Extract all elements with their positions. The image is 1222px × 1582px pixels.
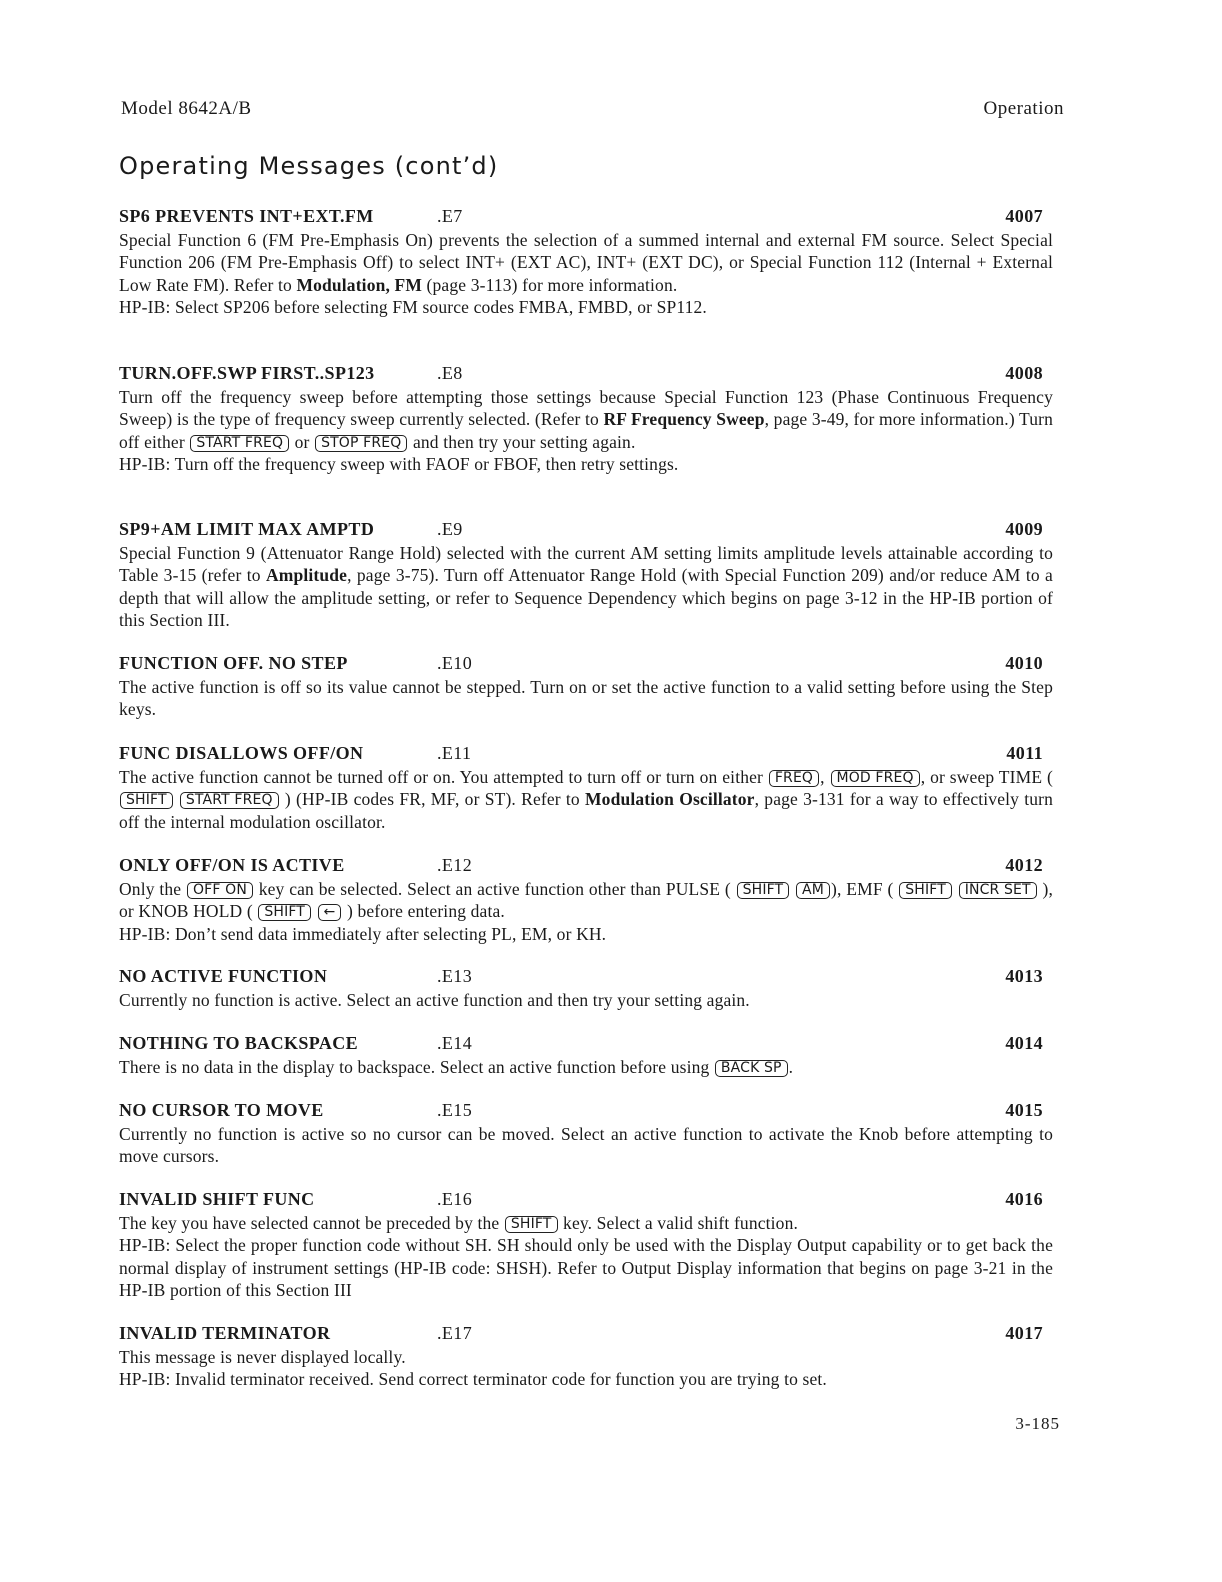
message-code: .E9 [437, 519, 463, 539]
front-panel-key-label: AM [796, 882, 830, 899]
text-run: ), or KNOB HOLD ( [119, 879, 1054, 922]
text-run: key can be selected. Select an active function other than PULSE ( [253, 879, 736, 899]
message-entry-e9 [119, 519, 1053, 632]
text-run: The active function cannot be turned off or on. You attempted to turn off or turn on either [119, 767, 768, 787]
front-panel-key-label: SHIFT [258, 904, 311, 921]
message-entry-e15 [119, 1100, 1053, 1168]
header-section: Operation [983, 98, 1064, 119]
message-entry-e11 [119, 743, 1053, 833]
message-code: .E8 [437, 363, 463, 383]
message-heading [119, 1323, 1053, 1346]
text-run [312, 901, 317, 921]
text-run: There is no data in the display to backspace. Select an active function before using [119, 1057, 714, 1077]
text-run: ), EMF ( [831, 879, 899, 899]
bold-reference: Amplitude [265, 565, 348, 586]
text-run [174, 789, 179, 809]
message-name: INVALID TERMINATOR [119, 1323, 331, 1343]
message-code: .E12 [437, 855, 473, 875]
message-name: NO CURSOR TO MOVE [119, 1100, 324, 1120]
message-description [119, 878, 1053, 923]
text-run: This message is never displayed locally. [119, 1347, 406, 1367]
message-description [119, 296, 1053, 318]
message-code: .E13 [437, 966, 473, 986]
text-run: The key you have selected cannot be preceded by the [119, 1213, 504, 1233]
text-run: , [820, 767, 830, 787]
message-number: 4007 [1005, 206, 1043, 226]
message-number: 4014 [1005, 1033, 1043, 1053]
message-description [119, 923, 1053, 945]
text-run: key. Select a valid shift function. [558, 1213, 798, 1233]
front-panel-key-label: START FREQ [190, 435, 289, 452]
text-run [953, 879, 958, 899]
text-run: Currently no function is active. Select an active function and then try your setting again. [119, 990, 750, 1010]
message-code: .E14 [437, 1033, 473, 1053]
message-heading [119, 653, 1053, 676]
message-code: .E7 [437, 206, 463, 226]
text-run: HP-IB: Invalid terminator received. Send correct terminator code for function you are trying to set. [119, 1369, 827, 1390]
front-panel-key-label: ← [318, 904, 342, 921]
text-run: , or sweep TIME ( [920, 767, 1054, 787]
message-description [119, 1368, 1053, 1390]
text-run: HP-IB: Don’t send data immediately after selecting PL, EM, or KH. [119, 923, 607, 944]
message-name: NO ACTIVE FUNCTION [119, 966, 328, 986]
message-entry-e17 [119, 1323, 1053, 1391]
front-panel-key-label: FREQ [769, 770, 819, 787]
message-description [119, 229, 1053, 296]
message-name: FUNC DISALLOWS OFF/ON [119, 743, 364, 763]
message-name: SP6 PREVENTS INT+EXT.FM [119, 206, 374, 226]
message-number: 4013 [1005, 966, 1043, 986]
message-description [119, 1346, 1053, 1368]
text-run: ) (HP-IB codes FR, MF, or ST). Refer to [279, 789, 586, 810]
front-panel-key-label: SHIFT [737, 882, 790, 899]
message-description [119, 766, 1053, 833]
message-entry-e14 [119, 1033, 1053, 1078]
text-run: Special Function 9 (Attenuator Range Hold) selected with the current AM setting limits amplitude levels attainable according to Table 3-15 (refer to [119, 543, 1053, 586]
message-number: 4011 [1006, 743, 1043, 763]
front-panel-key-label: SHIFT [899, 882, 952, 899]
message-name: FUNCTION OFF. NO STEP [119, 653, 348, 673]
message-entry-e8 [119, 363, 1053, 476]
page-title: Operating Messages (cont’d) [119, 152, 499, 180]
message-heading [119, 855, 1053, 878]
text-run: Turn off the frequency sweep before attempting those settings because Special Function 123 (Phase Continuous Frequency Sweep) is the type of frequency sweep currently selected. (Refer to [119, 387, 1053, 430]
text-run: , page 3-75). Turn off Attenuator Range Hold (with Special Function 209) and/or reduce AM to a depth that will allow the amplitude setting, or refer to Sequence Dependency which begins on page 3-12 in the HP-IB portion of this Section III. [119, 565, 1053, 631]
text-run: HP-IB: Select the proper function code without SH. SH should only be used with the Display Output capability or to get back the normal display of instrument settings (HP-IB code: SHSH). Refer to Output Display information that begins on page 3-21 in the HP-IB portion of this Section III [119, 1235, 1053, 1301]
message-description [119, 1212, 1053, 1234]
page-number: 3-185 [1015, 1414, 1060, 1433]
message-entry-e13 [119, 966, 1053, 1011]
message-description [119, 989, 1053, 1011]
front-panel-key-label: MOD FREQ [831, 770, 920, 787]
message-heading [119, 519, 1053, 542]
text-run: , page 3-49, for more information.) Turn off either [119, 409, 1054, 452]
message-heading [119, 363, 1053, 386]
header-model: Model 8642A/B [121, 98, 252, 119]
text-run: HP-IB: Turn off the frequency sweep with FAOF or FBOF, then retry settings. [119, 454, 679, 475]
front-panel-key-label: OFF ON [187, 882, 253, 899]
message-description [119, 453, 1053, 475]
front-panel-key-label: STOP FREQ [315, 435, 407, 452]
message-number: 4009 [1005, 519, 1043, 539]
message-code: .E15 [437, 1100, 473, 1120]
message-code: .E11 [437, 743, 472, 763]
bold-reference: Modulation, FM [296, 274, 423, 295]
text-run: Special Function 6 (FM Pre-Emphasis On) prevents the selection of a summed internal and external FM source. Select Special Function 206 (FM Pre-Emphasis Off) to select INT+ (EXT AC), INT+ (EXT DC), or Special Function 112 (Internal + External Low Rate FM). Refer to [119, 230, 1053, 295]
message-number: 4016 [1005, 1189, 1043, 1209]
message-description [119, 542, 1053, 632]
text-run [790, 879, 795, 899]
message-name: TURN.OFF.SWP FIRST..SP123 [119, 363, 375, 383]
message-number: 4015 [1005, 1100, 1043, 1120]
text-run: , page 3-131 for a way to effectively turn off the internal modulation oscillator. [119, 789, 1053, 832]
message-number: 4008 [1005, 363, 1043, 383]
bold-reference: Modulation Oscillator [585, 789, 755, 810]
message-entry-e12 [119, 855, 1053, 945]
text-run: and then try your setting again. [408, 431, 636, 452]
message-entry-e10 [119, 653, 1053, 721]
text-run: HP-IB: Select SP206 before selecting FM source codes FMBA, FMBD, or SP112. [119, 297, 707, 318]
text-run: or [290, 431, 315, 452]
text-run: . [788, 1057, 794, 1077]
front-panel-key-label: SHIFT [120, 792, 173, 809]
message-name: ONLY OFF/ON IS ACTIVE [119, 855, 345, 875]
message-heading [119, 206, 1053, 229]
bold-reference: RF Frequency Sweep [603, 409, 765, 430]
text-run: The active function is off so its value cannot be stepped. Turn on or set the active function to a valid setting before using the Step keys. [119, 677, 1053, 720]
text-run: ) before entering data. [342, 901, 505, 922]
message-number: 4017 [1005, 1323, 1043, 1343]
message-code: .E17 [437, 1323, 473, 1343]
message-code: .E16 [437, 1189, 473, 1209]
message-heading [119, 1033, 1053, 1056]
message-heading [119, 743, 1053, 766]
message-heading [119, 1189, 1053, 1212]
message-code: .E10 [437, 653, 473, 673]
message-description [119, 676, 1053, 721]
message-description [119, 1056, 1053, 1078]
message-heading [119, 966, 1053, 989]
message-number: 4012 [1005, 855, 1043, 875]
message-name: INVALID SHIFT FUNC [119, 1189, 315, 1209]
text-run: (page 3-113) for more information. [422, 274, 678, 295]
message-entry-e16 [119, 1189, 1053, 1302]
front-panel-key-label: BACK SP [715, 1060, 788, 1077]
message-name: NOTHING TO BACKSPACE [119, 1033, 359, 1053]
text-run: Only the [119, 879, 186, 899]
message-name: SP9+AM LIMIT MAX AMPTD [119, 519, 375, 539]
text-run: Currently no function is active so no cursor can be moved. Select an active function to activate the Knob before attempting to move cursors. [119, 1124, 1053, 1167]
message-entry-e7 [119, 206, 1053, 319]
front-panel-key-label: SHIFT [505, 1216, 558, 1233]
message-description [119, 1123, 1053, 1168]
message-heading [119, 1100, 1053, 1123]
message-description [119, 386, 1053, 453]
message-description [119, 1234, 1053, 1301]
front-panel-key-label: INCR SET [959, 882, 1037, 899]
message-number: 4010 [1005, 653, 1043, 673]
front-panel-key-label: START FREQ [180, 792, 279, 809]
